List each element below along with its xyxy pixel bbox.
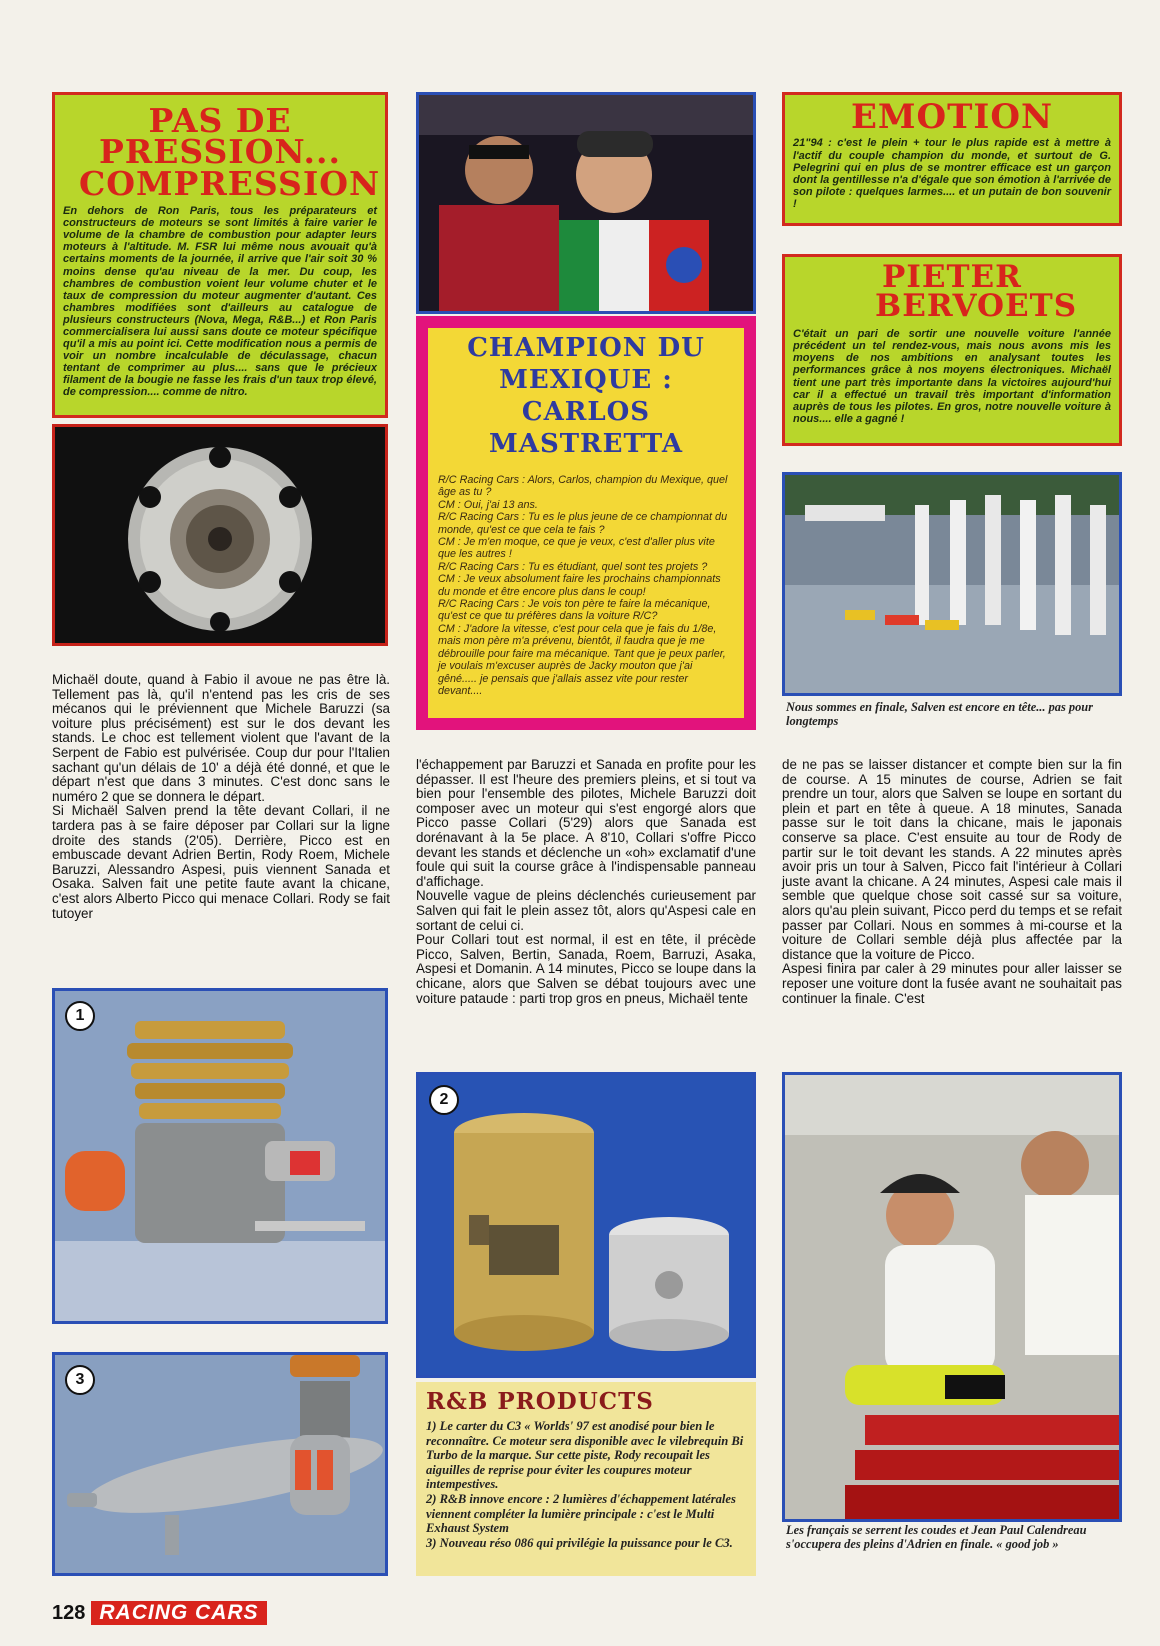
middle-paragraph-3: Pour Collari tout est normal, il est en tête, il précède Picco, Salven, Bertin, Sanada, Roem, Barruzi, Asaka, Aspesi et Domanin. A 14 minutes, Picco se loupe dans la chicane, alors que Salven se débat toujours avec une voiture pataude : parti trop gros en pneus, Michaël tente bbox=[416, 932, 756, 1006]
emotion-box-title: EMOTION bbox=[850, 97, 1054, 137]
right-paragraph-1: de ne pas se laisser distancer et compte bien sur la fin de course. A 15 minutes de course, Adrien se fait prendre un tour, alors que Salven se loupe en sortant du plein et part en tête à queue. A 18 minutes, Sanada passe sur le toit dans la chicane, mais le japonais conserve sa place. C'est ensuite au tour de Rody de partir sur le toit devant les stands. A 22 minutes après avoir pris un tour à Salven, Picco fait l'intérieur à Collari juste avant la chicane. A 24 minutes, Aspesi cale mais il semble que quelque chose soit cassé sur sa voiture, alors qu'au plein suivant, Picco perd du temps et se refait passer par Collari. Nous en sommes à mi-course et la voiture de Collari semble déjà plus affectée par la distance que la voiture de Picco. bbox=[782, 757, 1122, 962]
cylinder-illustration bbox=[419, 1075, 753, 1375]
photo-number-3: 3 bbox=[65, 1365, 95, 1395]
interview-line: R/C Racing Cars : Je vois ton père te faire la mécanique, qu'est ce que tu préfères dans la voiture R/C? bbox=[438, 598, 711, 623]
pressure-box bbox=[52, 92, 388, 418]
interview-line: R/C Racing Cars : Tu es étudiant, quel sont tes projets ? bbox=[438, 560, 708, 573]
page-number: 128 bbox=[52, 1601, 86, 1624]
photo-number-1: 1 bbox=[65, 1001, 95, 1031]
caption-french: Les français se serrent les coudes et Jean Paul Calendreau s'occupera des pleins d'Adrien en finale. « good job » bbox=[786, 1523, 1087, 1551]
interview-line: R/C Racing Cars : Tu es le plus jeune de ce championnat du monde, qu'est ce que cela te fais ? bbox=[438, 511, 728, 536]
article-column-middle bbox=[416, 758, 756, 1006]
emotion-box-text: 21"94 : c'est le plein + tour le plus rapide est à mettre à l'actif du couple champion du monde, et surtout de G. Pelegrini qui en plus de se montrer efficace est un garçon dont la gentillesse n'a d'égale que son émotion à l'arrivée de son pilote : quelques larmes.... et un putain de bon souvenir ! bbox=[793, 137, 1111, 211]
cylinder-head-photo bbox=[52, 424, 388, 646]
photo-engine-1 bbox=[52, 988, 388, 1324]
pressure-box-title: PAS DE PRESSION... COMPRESSION bbox=[79, 101, 381, 203]
interview-inner bbox=[428, 328, 744, 718]
rb-item: 2) R&B innove encore : 2 lumières d'échappement latérales viennent compléter la lumière principale : c'est le Multi Exhaust System bbox=[426, 1491, 736, 1536]
interview-line: CM : Oui, j'ai 13 ans. bbox=[438, 498, 538, 511]
caption-final: Nous sommes en finale, Salven est encore en tête... pas pour longtemps bbox=[786, 700, 1094, 728]
photo-cylinder-piston-2 bbox=[416, 1072, 756, 1378]
left-paragraph-1: Michaël doute, quand à Fabio il avoue ne pas être là. Tellement pas là, qu'il n'entend pas les cris de ses mécanos qui le préviennent que Michele Baruzzi (sa voiture plus précisément) est sur le dos devant les stands. Le choc est tellement violent que l'avant de la Serpent de Fabio est pulvérisée. Coup dur pour l'Italien sachant qu'un délais de 10' a déjà été donné, et que le départ n'est que dans 3 minutes. C'est donc sans le numéro 2 que se donnera le départ. bbox=[52, 672, 390, 804]
interview-line: R/C Racing Cars : Alors, Carlos, champion du Mexique, quel âge as tu ? bbox=[438, 474, 728, 499]
rb-item: 3) Nouveau réso 086 qui privilégie la puissance pour le C3. bbox=[426, 1535, 733, 1550]
page-footer bbox=[52, 1598, 267, 1628]
interview-line: CM : Je veux absolument faire les prochains championnats du monde et être encore plus dans le coup! bbox=[438, 573, 721, 598]
interview-line: CM : J'adore la vitesse, c'est pour cela que je fais du 1/8e, mais mon père m'a prévenu, bientôt, il faudra que je me débrouille pour faire ma mécanique. Tant que je peux parler, je voulais m'excuser auprès de Jacky mouton que j'ai gêné..... je pensais que j'allais assez vite pour rester devant.... bbox=[438, 622, 726, 697]
article-column-left bbox=[52, 673, 390, 921]
interview-text bbox=[438, 474, 734, 697]
carlos-portrait-photo bbox=[416, 92, 756, 314]
race-stand-illustration bbox=[785, 475, 1119, 693]
interview-line: CM : Je m'en moque, ce que je veux, c'est d'aller plus vite que les autres ! bbox=[438, 536, 715, 561]
magazine-logo: RACING CARS bbox=[91, 1601, 266, 1625]
pieter-box-title: PIETER BERVOETS bbox=[875, 259, 1078, 325]
pieter-box-text: C'était un pari de sortir une nouvelle voiture l'année précédent un tel rendez-vous, mais nous avons mis les moyens de nos ambitions en analysant toutes les performances grâce à nos moyens électroniques. Michaël tient une part très importante dans la victoires aujourd'hui car il a effectué un travail très important d'information auprès de tous les pilotes. En gros, notre nouvelle voiture à nous.... elle a gagné ! bbox=[793, 327, 1111, 426]
rb-products-text bbox=[426, 1419, 746, 1550]
portrait-illustration bbox=[419, 95, 753, 311]
rb-products-box bbox=[416, 1382, 756, 1576]
exhaust-illustration bbox=[55, 1355, 385, 1573]
left-paragraph-2: Si Michaël Salven prend la tête devant Collari, il ne tardera pas à se faire déposer par Collari sur la ligne droite des stands (2'05). Derrière, Picco est en embuscade devant Adrien Bertin, Rody Roem, Michele Baruzzi, Alessandro Aspesi, puis viennent Sanada et Osaka. Salven fait une petite faute avant la chicane, c'est alors Alberto Picco qui menace Collari. Rody se fait tutoyer bbox=[52, 803, 390, 921]
article-column-right bbox=[782, 758, 1122, 1006]
pieter-box bbox=[782, 254, 1122, 446]
pit-crew-photo bbox=[782, 1072, 1122, 1522]
race-stand-photo bbox=[782, 472, 1122, 696]
pressure-box-text: En dehors de Ron Paris, tous les préparateurs et constructeurs de moteurs se sont limités à faire varier le volume de la chambre de combustion pour adapter leurs moteurs à l'altitude. M. FSR lui même nous avouait qu'à certains moments de la journée, il arrive que l'air soit 30 % moins dense qu'au niveau de la mer. Du coup, les chambres de combustion voient leur volume chuter et le taux de compression du moteur augmenter d'autant. Ces chambres modifiées sont d'ailleurs au catalogue de plusieurs constructeurs (Nova, Mega, R&B...) et Ron Paris commercialisera lui aussi sans doute ce moteur spécifique qu'il a mis au point ici. Cette modification nous a permis de voir un nombre incalculable de déculassage, chacun tentant de comprimer au plus.... sans que le précieux filament de la bougie ne fasse les frais d'un taux trop élevé, de compression.... comme de nitro. bbox=[63, 205, 377, 399]
right-paragraph-2: Aspesi finira par caler à 29 minutes pour aller laisser se reposer une voiture dont la fusée avant ne souhaitait pas continuer la finale. C'est bbox=[782, 961, 1122, 1006]
engine-illustration bbox=[55, 991, 385, 1321]
photo-number-2: 2 bbox=[429, 1085, 459, 1115]
interview-title: CHAMPION DU MEXIQUE : CARLOS MASTRETTA bbox=[467, 333, 705, 459]
rb-item: 1) Le carter du C3 « Worlds' 97 est anodisé pour bien le reconnaître. Ce moteur sera disponible avec le vilebrequin Bi Turbo de la marque. Sur cette piste, Rody recoupait les aiguilles de reprise pour éviter les coupures moteur intempestives. bbox=[426, 1419, 744, 1492]
cylinder-head-illustration bbox=[55, 427, 385, 643]
emotion-box bbox=[782, 92, 1122, 226]
middle-paragraph-1: l'échappement par Baruzzi et Sanada en profite pour les dépasser. Il est l'heure des premiers pleins, et si tout va bien pour l'ensemble des pilotes, Michele Baruzzi doit composer avec un moteur qui s'est engorgé alors que Picco passe Collari (5'29) alors que Sanada est dorénavant à la 5e place. A 8'10, Collari s'offre Picco devant les stands et déclenche un «oh» exclamatif d'une foule qui suit la course grâce à l'indispensable panneau d'affichage. bbox=[416, 757, 756, 889]
pit-crew-illustration bbox=[785, 1075, 1119, 1519]
middle-paragraph-2: Nouvelle vague de pleins déclenchés curieusement par Salven qui fait le plein assez tôt, alors qu'Aspesi cale en sortant de celui ci. bbox=[416, 888, 756, 933]
interview-box bbox=[416, 316, 756, 730]
photo-exhaust-3 bbox=[52, 1352, 388, 1576]
rb-products-title: R&B PRODUCTS bbox=[426, 1388, 654, 1415]
